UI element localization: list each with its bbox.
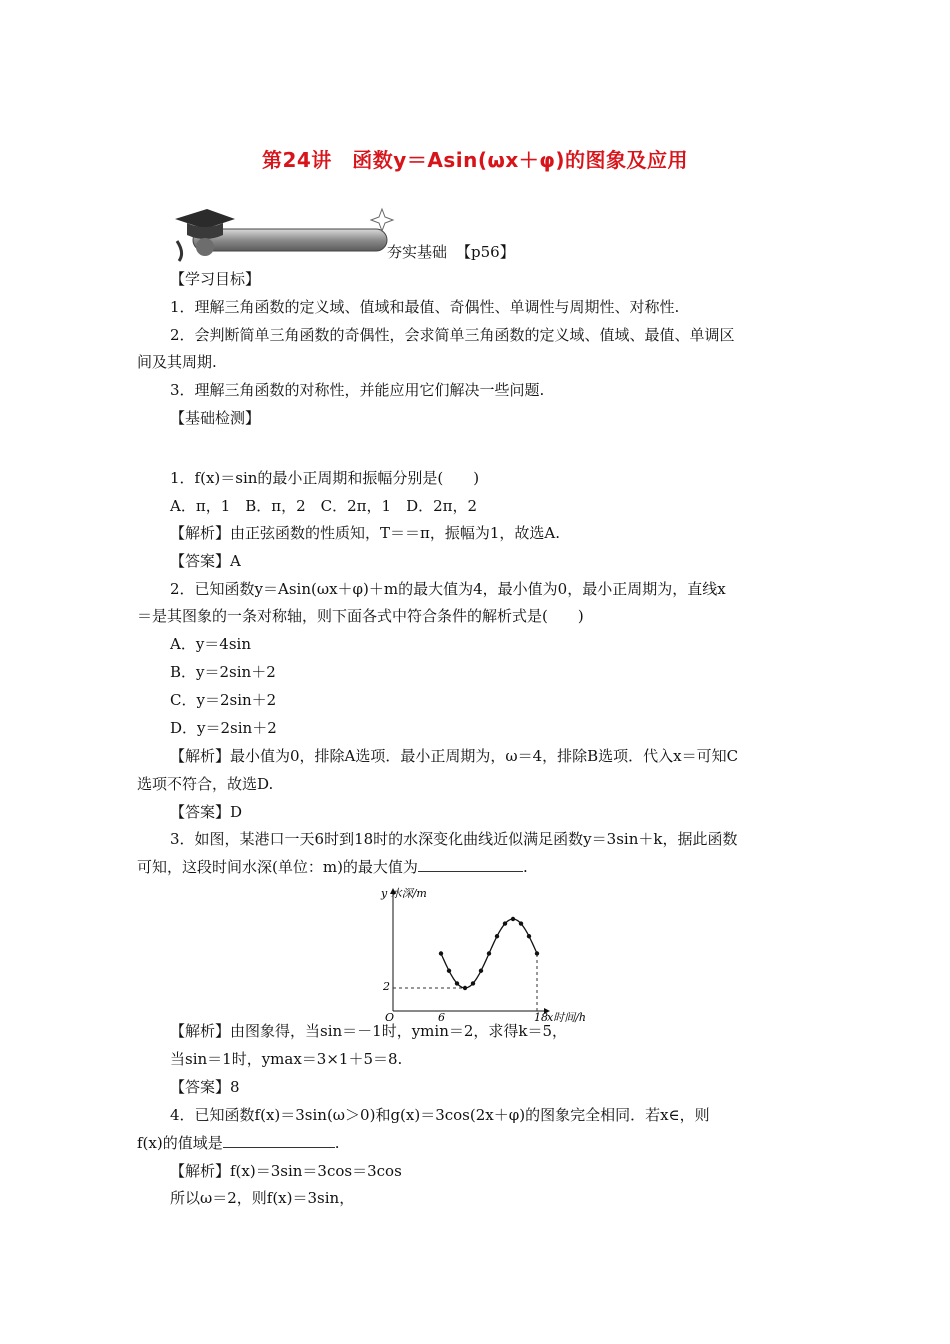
section-heading-goals: 【学习目标】 [170,270,261,288]
question-2-option-c: C．y＝2sin＋2 [170,691,277,709]
banner-page-ref: 【p56】 [456,243,515,261]
origin-label: O [385,1011,395,1024]
question-3: 3．如图，某港口一天6时到18时的水深变化曲线近似满足函数y＝3sin＋k，据此函数 [170,830,738,848]
goal-item: 2．会判断简单三角函数的奇偶性，会求简单三角函数的定义域、值域、最值、单调区 [170,326,735,344]
x-tick-label: 18 [534,1011,548,1024]
question-4-text: f(x)的值域是 [137,1134,223,1152]
water-depth-chart [353,883,613,1025]
question-3-continuation: 可知，这段时间水深(单位：m)的最大值为 . [137,858,528,876]
data-point [463,986,467,990]
question-4-analysis: 【解析】f(x)＝3sin＝3cos＝3cos [170,1162,402,1180]
data-point [455,981,459,985]
question-4-analysis-continuation: 所以ω＝2，则f(x)＝3sin， [170,1189,355,1207]
question-4: 4．已知函数f(x)＝3sin(ω＞0)和g(x)＝3cos(2x＋φ)的图象完全相同．若x∈，则 [170,1106,710,1124]
data-point [503,921,507,925]
question-2-analysis: 【解析】最小值为0，排除A选项．最小正周期为，ω＝4，排除B选项．代入x＝可知C [170,747,739,765]
section-heading-test: 【基础检测】 [170,409,261,427]
question-3-analysis-continuation: 当sin＝1时，ymax＝3×1＋5＝8. [170,1050,403,1068]
x-axis-label: x时间/h [547,1011,586,1024]
x-tick-label: 6 [438,1011,445,1024]
question-1-analysis: 【解析】由正弦函数的性质知，T＝＝π，振幅为1，故选A. [170,524,561,542]
y-axis-label: y 水深/m [381,887,427,900]
answer-blank [223,1133,335,1148]
data-point [519,921,523,925]
question-2-option-d: D．y＝2sin＋2 [170,719,277,737]
question-2-option-b: B．y＝2sin＋2 [170,663,276,681]
question-1: 1．f(x)＝sin的最小正周期和振幅分别是( ) [170,469,480,487]
page-title: 第24讲 函数y＝Asin(ωx＋φ)的图象及应用 [261,148,689,172]
data-point [471,981,475,985]
y-tick-label: 2 [383,980,390,993]
data-point [511,917,515,921]
section-banner [165,205,425,265]
question-2-continuation: ＝是其图象的一条对称轴，则下面各式中符合条件的解析式是( ) [137,607,584,625]
question-2-answer: 【答案】D [170,803,243,821]
question-3-text: 可知，这段时间水深(单位：m)的最大值为 [137,858,418,876]
goal-item-continuation: 间及其周期. [137,353,217,371]
question-2-option-a: A．y＝4sin [170,635,252,653]
data-point [487,951,491,955]
question-1-options: A．π，1 B．π，2 C．2π，1 D．2π，2 [170,497,478,515]
question-2-analysis-continuation: 选项不符合，故选D. [137,775,274,793]
goal-item: 1．理解三角函数的定义域、值域和最值、奇偶性、单调性与周期性、对称性. [170,298,680,316]
data-point [447,969,451,973]
data-point [527,934,531,938]
question-3-answer: 【答案】8 [170,1078,240,1096]
data-point [439,951,443,955]
question-2: 2．已知函数y＝Asin(ωx＋φ)＋m的最大值为4，最小值为0，最小正周期为，直线x [170,580,726,598]
banner-label: 夯实基础 [387,243,448,261]
data-point [535,951,539,955]
question-1-answer: 【答案】A [170,552,241,570]
data-point [479,969,483,973]
question-4-continuation: f(x)的值域是 . [137,1134,340,1152]
answer-blank [418,857,523,872]
data-point [495,934,499,938]
question-3-analysis: 【解析】由图象得，当sin＝－1时，ymin＝2，求得k＝5， [170,1022,568,1040]
goal-item: 3．理解三角函数的对称性，并能应用它们解决一些问题. [170,381,545,399]
sparkle-icon [371,209,393,231]
